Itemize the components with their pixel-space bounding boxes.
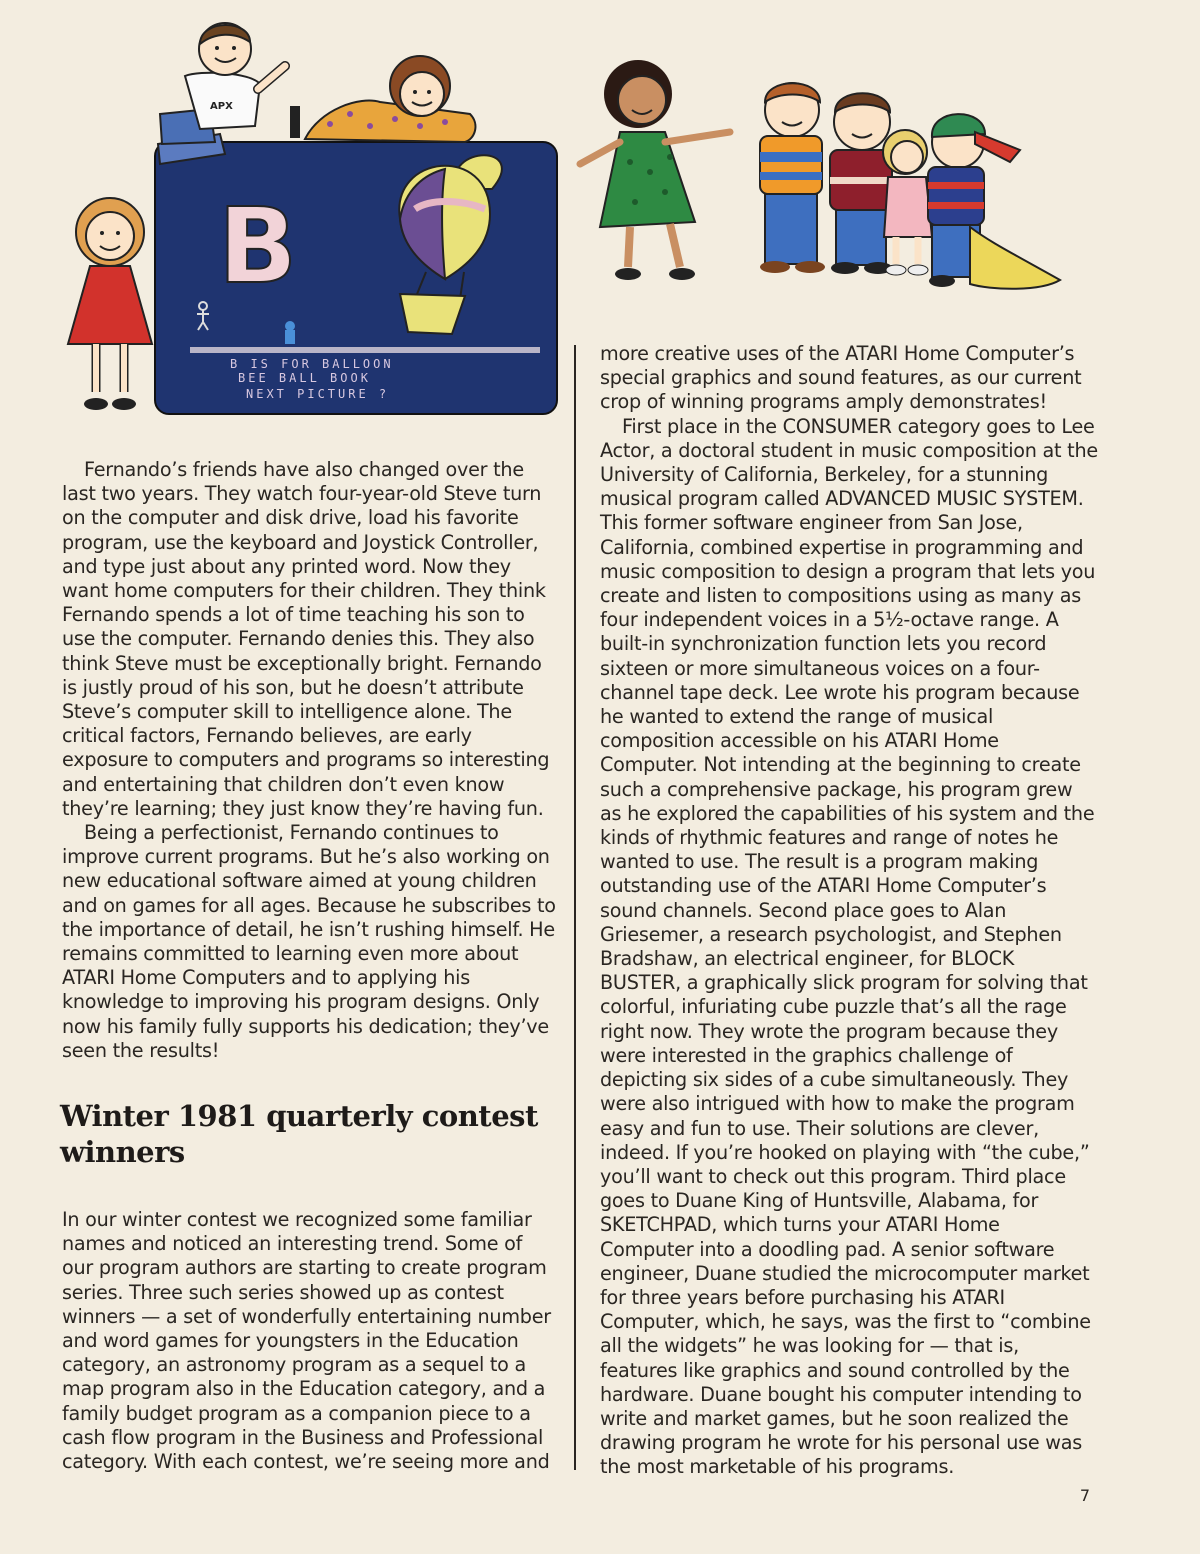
small-figure-icon <box>285 321 295 344</box>
screen-line-1: B IS FOR BALLOON <box>230 357 394 371</box>
girl-blonde-icon <box>883 130 932 275</box>
screen-ground-line <box>190 347 540 353</box>
column-divider <box>574 345 576 1470</box>
screen-letter: B <box>218 185 298 307</box>
shirt-text: APX <box>210 101 233 112</box>
right-column-body <box>600 342 1098 1480</box>
left-column-intro <box>62 1208 557 1474</box>
page-number: 7 <box>1079 1486 1090 1505</box>
screen-line-2: BEE BALL BOOK <box>238 371 371 385</box>
screen-line-3: NEXT PICTURE ? <box>246 387 390 401</box>
boy-maroon-shirt-icon <box>830 93 892 274</box>
girl-lying-icon <box>290 56 475 142</box>
girl-green-dress-icon <box>580 60 730 280</box>
paragraph: Being a perfectionist, Fernando continues to improve current programs. But he’s also working on new educational software aimed at young children and on games for all ages. Because he subscribes to the importance of detail, he isn’t rushing himself. He remains committed to learning even more about ATARI Home Computers and to applying his knowledge to improving his program designs. Only now his family fully supports his dedication; they’ve seen the results! <box>62 821 556 1062</box>
paragraph: Fernando’s friends have also changed over the last two years. They watch four-year-old Steve turn on the computer and disk drive, load his favorite program, use the keyboard and Joystick Controller, and type just about any printed word. Now they want home computers for their children. They think Fernando spends a lot of time teaching his son to use the computer. Fernando denies this. They also think Steve must be exceptionally bright. Fernando is justly proud of his son, but he doesn’t attribute Steve’s computer skill to intelligence alone. The critical factors, Fernando believes, are early exposure to computers and programs so interesting and entertaining that children don’t even know they’re learning; they just know they’re having fun. <box>62 458 550 820</box>
paragraph: In our winter contest we recognized some familiar names and noticed an interesting trend. Some of our program authors are starting to create program series. Three such series showed up as contest winners — a set of wonderfully entertaining number and word games for youngsters in the Education category, an astronomy program as a sequel to a map program also in the Education category, and a family budget program as a companion piece to a cash flow program in the Business and Professional category. With each contest, we’re seeing more and <box>62 1208 551 1474</box>
girl-red-dress-icon <box>68 198 152 410</box>
boy-green-cap-icon <box>928 114 1060 289</box>
left-column-body <box>62 458 557 1063</box>
boy-orange-shirt-icon <box>760 83 825 273</box>
illustration-kids-screen <box>60 14 570 424</box>
section-heading: Winter 1981 quarterly contest winners <box>60 1099 538 1169</box>
paragraph: First place in the CONSUMER category goes to Lee Actor, a doctoral student in music composition at the University of California, Berkeley, for a stunning musical program called ADVANCED MUSIC SYSTEM. This former software engineer from San Jose, California, combined expertise in programming and music composition to design a program that lets you create and listen to compositions using as many as four independent voices in a 5½-octave range. A built-in synchronization function lets you record sixteen or more simultaneous voices on a four-channel tape deck. Lee wrote his program because he wanted to extend the range of musical composition accessible on his ATARI Home Computer. Not intending at the beginning to create such a comprehensive package, his program grew as he explored the capabilities of his system and the kinds of rhythmic features and range of notes he wanted to use. The result is a program making outstanding use of the ATARI Home Computer’s sound channels. Second place goes to Alan Griesemer, a research psychologist, and Stephen Bradshaw, an electrical engineer, for BLOCK BUSTER, a graphically slick program for solving that colorful, infuriating cube puzzle that’s all the rage right now. They wrote the program because they were interested in the graphics challenge of depicting six sides of a cube simultaneously. They were also intrigued with how to make the program easy and fun to use. Their solutions are clever, indeed. If you’re hooked on playing with “the cube,” you’ll want to check out this program. Third place goes to Duane King of Huntsville, Alabama, for SKETCHPAD, which turns your ATARI Home Computer into a doodling pad. A senior software engineer, Duane studied the microcomputer market for three years before purchasing his ATARI Computer, which, he says, was the first to “combine all the widgets” he was looking for — that is, features like graphics and sound controlled by the hardware. Duane bought his computer intending to write and market games, but he soon realized the drawing program he wrote for his personal use was the most marketable of his programs. <box>600 414 1098 1479</box>
illustration-group-kids <box>570 52 1070 302</box>
paragraph: more creative uses of the ATARI Home Computer’s special graphics and sound features, as our current crop of winning programs amply demonstrates! <box>600 342 1082 414</box>
